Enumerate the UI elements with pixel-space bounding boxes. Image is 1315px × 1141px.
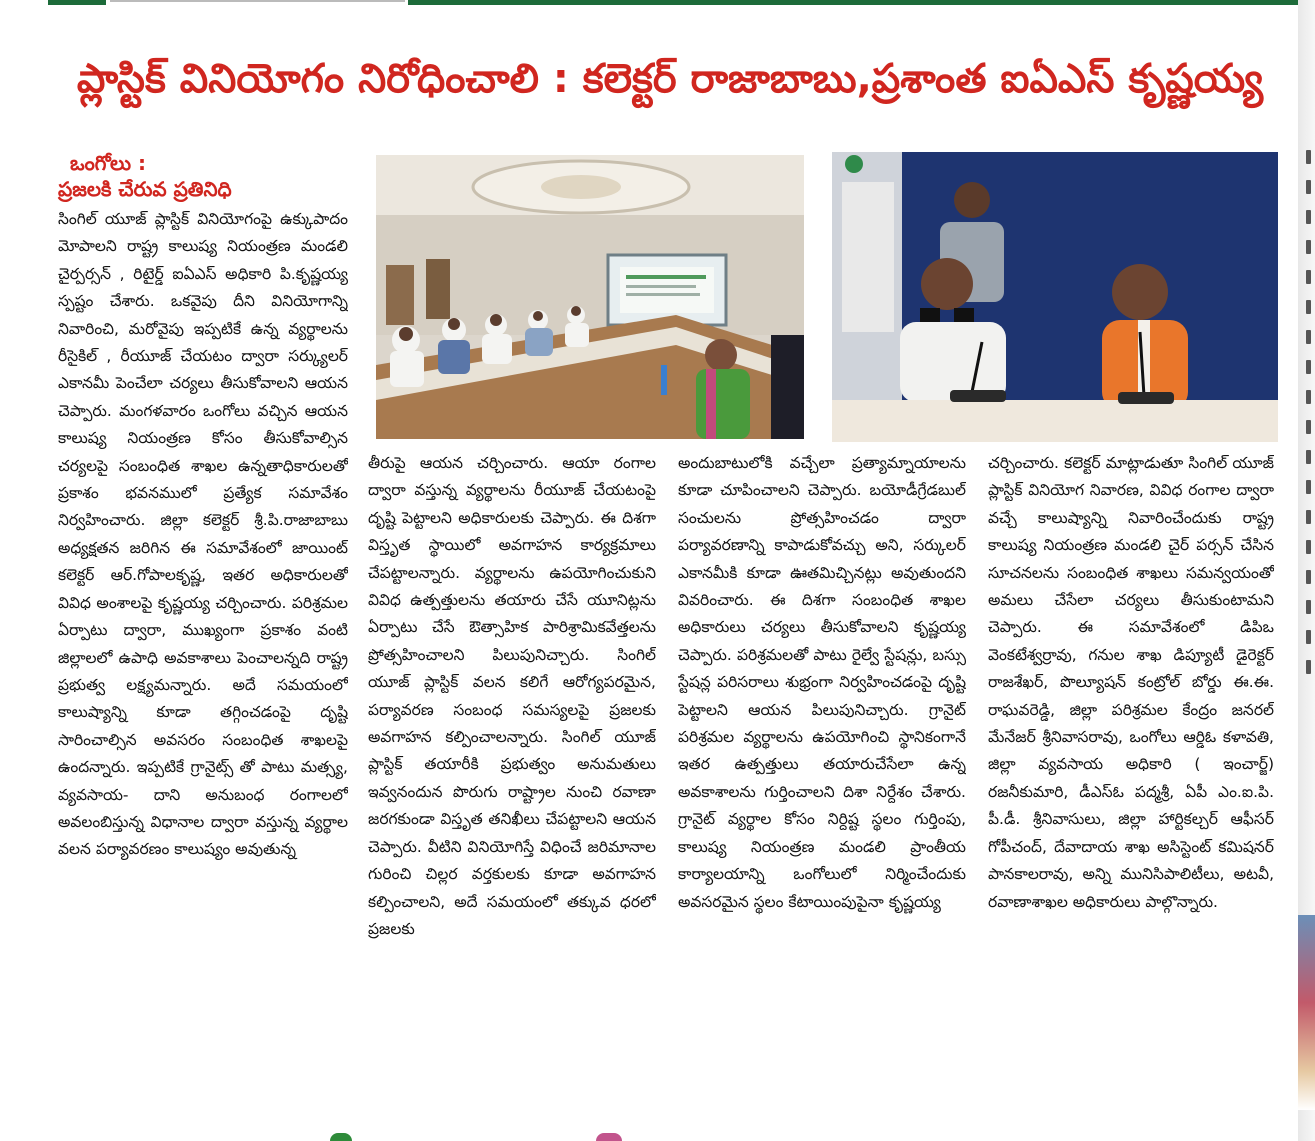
dateline-place: ఒంగోలు : xyxy=(70,151,147,175)
top-rule-right xyxy=(408,0,1298,5)
bottom-fragment-left xyxy=(330,1133,352,1141)
top-rule-mid xyxy=(110,0,405,2)
officials-podium-photo xyxy=(832,152,1278,442)
headline: ప్లాస్టిక్ వినియోగం నిరోధించాలి : కలెక్టర్ రాజాబాబు,ప్రశాంత ఐఏఎస్ కృష్ణయ్య xyxy=(76,56,1264,102)
dateline xyxy=(58,150,358,202)
article-column-4: చర్చించారు. కలెక్టర్ మాట్లాడుతూ సింగిల్ యూజ్ ప్లాస్టిక్ వినియోగ నివారణ, వివిధ రంగాల ద్వారా వచ్చే కాలుష్యాన్ని నివారించేందుకు రాష్ట్ర కాలుష్య నియంత్రణ మండలి చైర్ పర్సన్ చేసిన సూచనలను సంబంధిత శాఖలు సమన్వయంతో అమలు చేసేలా చర్యలు తీసుకుంటామని చెప్పారు. ఈ సమావేశంలో డిపిఒ వెంకటేశ్వర్రావు, గనుల శాఖ డిప్యూటీ డైరెక్టర్ రాజశేఖర్, పొల్యూషన్ కంట్రోల్ బోర్డు ఈ.ఈ. రాఘవరెడ్డి, జిల్లా పరిశ్రమల కేంద్రం జనరల్ మేనేజర్ శ్రీనివాసరావు, ఒంగోలు ఆర్డిఓ కళావతి, జిల్లా వ్యవసాయ అధికారి ( ఇంచార్జ్) రజనీకుమారి, డీఎస్ఓ పద్మశ్రీ, ఏపీ ఎం.ఐ.పి. పీ.డీ. శ్రీనివాసులు, జిల్లా హార్టికల్చర్ ఆఫీసర్ గోపీచంద్, దేవాదాయ శాఖ అసిస్టెంట్ కమిషనర్ పానకాలరావు, అన్ని మునిసిపాలిటీలు, అటవీ, రవాణాశాఖల అధికారులు పాల్గొన్నారు. xyxy=(988,454,1274,911)
edge-photo-fragment xyxy=(1298,915,1315,1110)
article-column-3: అందుబాటులోకి వచ్చేలా ప్రత్యామ్నాయాలను కూడా చూపించాలని చెప్పారు. బయోడీగ్రేడబుల్ సంచులను ప్రోత్సహించడం ద్వారా పర్యావరణాన్ని కాపాడుకోవచ్చు అని, సర్కులర్ ఎకానమీకి కూడా ఊతమిచ్చినట్లు అవుతుందని వివరించారు. ఈ దిశగా సంబంధిత శాఖల అధికారులు చర్యలు తీసుకోవాలని కృష్ణయ్య చెప్పారు. పరిశ్రమలతో పాటు రైల్వే స్టేషన్లు, బస్సు స్టేషన్ల పరిసరాలు శుభ్రంగా నిర్వహించడంపై దృష్టి పెట్టాలని ఆయన పిలుపునిచ్చారు. గ్రానైట్ పరిశ్రమల వ్యర్థాలను ఉపయోగించి స్థానికంగానే ఇతర ఉత్పత్తులు తయారుచేసేలా ఉన్న అవకాశాలను గుర్తించాలని దిశా నిర్దేశం చేశారు. గ్రానైట్ వ్యర్థాల కోసం నిర్దిష్ట స్థలం గుర్తింపు, కాలుష్య నియంత్రణ మండలి ప్రాంతీయ కార్యాలయాన్ని ఒంగోలులో నిర్మించేందుకు అవసరమైన స్థలం కేటాయింపుపైనా కృష్ణయ్య xyxy=(678,454,966,911)
top-rule-left xyxy=(48,0,106,5)
article-column-1: సింగిల్ యూజ్ ప్లాస్టిక్ వినియోగంపై ఉక్కుపాదం మోపాలని రాష్ట్ర కాలుష్య నియంత్రణ మండలి చైర్పర్సన్ , రిటైర్డ్ ఐఏఎస్ అధికారి పి.కృష్ణయ్య స్పష్టం చేశారు. ఒకవైపు దీని వినియోగాన్ని నివారించి, మరోవైపు ఇప్పటికే ఉన్న వ్యర్థాలను రీసైకిల్ , రీయూజ్ చేయటం ద్వారా సర్క్యులర్ ఎకానమీ పెంచేలా చర్యలు తీసుకోవాలని ఆయన చెప్పారు. మంగళవారం ఒంగోలు వచ్చిన ఆయన కాలుష్య నియంత్రణ కోసం తీసుకోవాల్సిన చర్యలపై సంబంధిత శాఖల ఉన్నతాధికారులతో ప్రకాశం భవనములో ప్రత్యేక సమావేశం నిర్వహించారు. జిల్లా కలెక్టర్ శ్రీ.పి.రాజాబాబు అధ్యక్షతన జరిగిన ఈ సమావేశంలో జాయింట్ కలెక్టర్ ఆర్.గోపాలకృష్ణ, ఇతర అధికారులతో వివిధ అంశాలపై కృష్ణయ్య చర్చించారు. పరిశ్రమల ఏర్పాటు ద్వారా, ముఖ్యంగా ప్రకాశం వంటి జిల్లాలలో ఉపాధి అవకాశాలు పెంచాలన్నది రాష్ట్ర ప్రభుత్వ లక్ష్యమన్నారు. అదే సమయంలో కాలుష్యాన్ని కూడా తగ్గించడంపై దృష్టి సారించాల్సిన అవసరం సంబంధిత శాఖలపై ఉందన్నారు. ఇప్పటికే గ్రానైట్స్ తో పాటు మత్స్య, వ్యవసాయ- దాని అనుబంధ రంగాలలో అవలంబిస్తున్న విధానాల ద్వారా వస్తున్న వ్యర్థాల వలన పర్యావరణం కాలుష్యం అవుతున్న xyxy=(58,210,348,859)
page-edge-marks xyxy=(1306,150,1312,690)
article-column-2: తీరుపై ఆయన చర్చించారు. ఆయా రంగాల ద్వారా వస్తున్న వ్యర్థాలను రీయూజ్ చేయటంపై దృష్టి పెట్టాలని అధికారులకు చెప్పారు. ఈ దిశగా విస్తృత స్థాయిలో అవగాహన కార్యక్రమాలు చేపట్టాలన్నారు. వ్యర్థాలను ఉపయోగించుకుని వివిధ ఉత్పత్తులను తయారు చేసే యూనిట్లను ఏర్పాటు చేసే ఔత్సాహిక పారిశ్రామికవేత్తలను ప్రోత్సహించాలని పిలుపునిచ్చారు. సింగిల్ యూజ్ ప్లాస్టిక్ వలన కలిగే ఆరోగ్యపరమైన, పర్యావరణ సంబంధ సమస్యలపై ప్రజలకు అవగాహన కల్పించాలన్నారు. సింగిల్ యూజ్ ప్లాస్టిక్ తయారీకి ప్రభుత్వం అనుమతులు ఇవ్వనందున పొరుగు రాష్ట్రాల నుంచి రవాణా జరగకుండా విస్తృత తనిఖీలు చేపట్టాలని ఆయన చెప్పారు. వీటిని వినియోగిస్తే విధించే జరిమానాల గురించి చిల్లర వర్తకులకు కూడా అవగాహన కల్పించాలని, అదే సమయంలో తక్కువ ధరలో ప్రజలకు xyxy=(368,454,656,938)
dateline-byline: ప్రజలకి చేరువ ప్రతినిధి xyxy=(58,177,232,201)
meeting-hall-photo xyxy=(376,155,804,439)
bottom-fragment-mid xyxy=(596,1133,622,1141)
